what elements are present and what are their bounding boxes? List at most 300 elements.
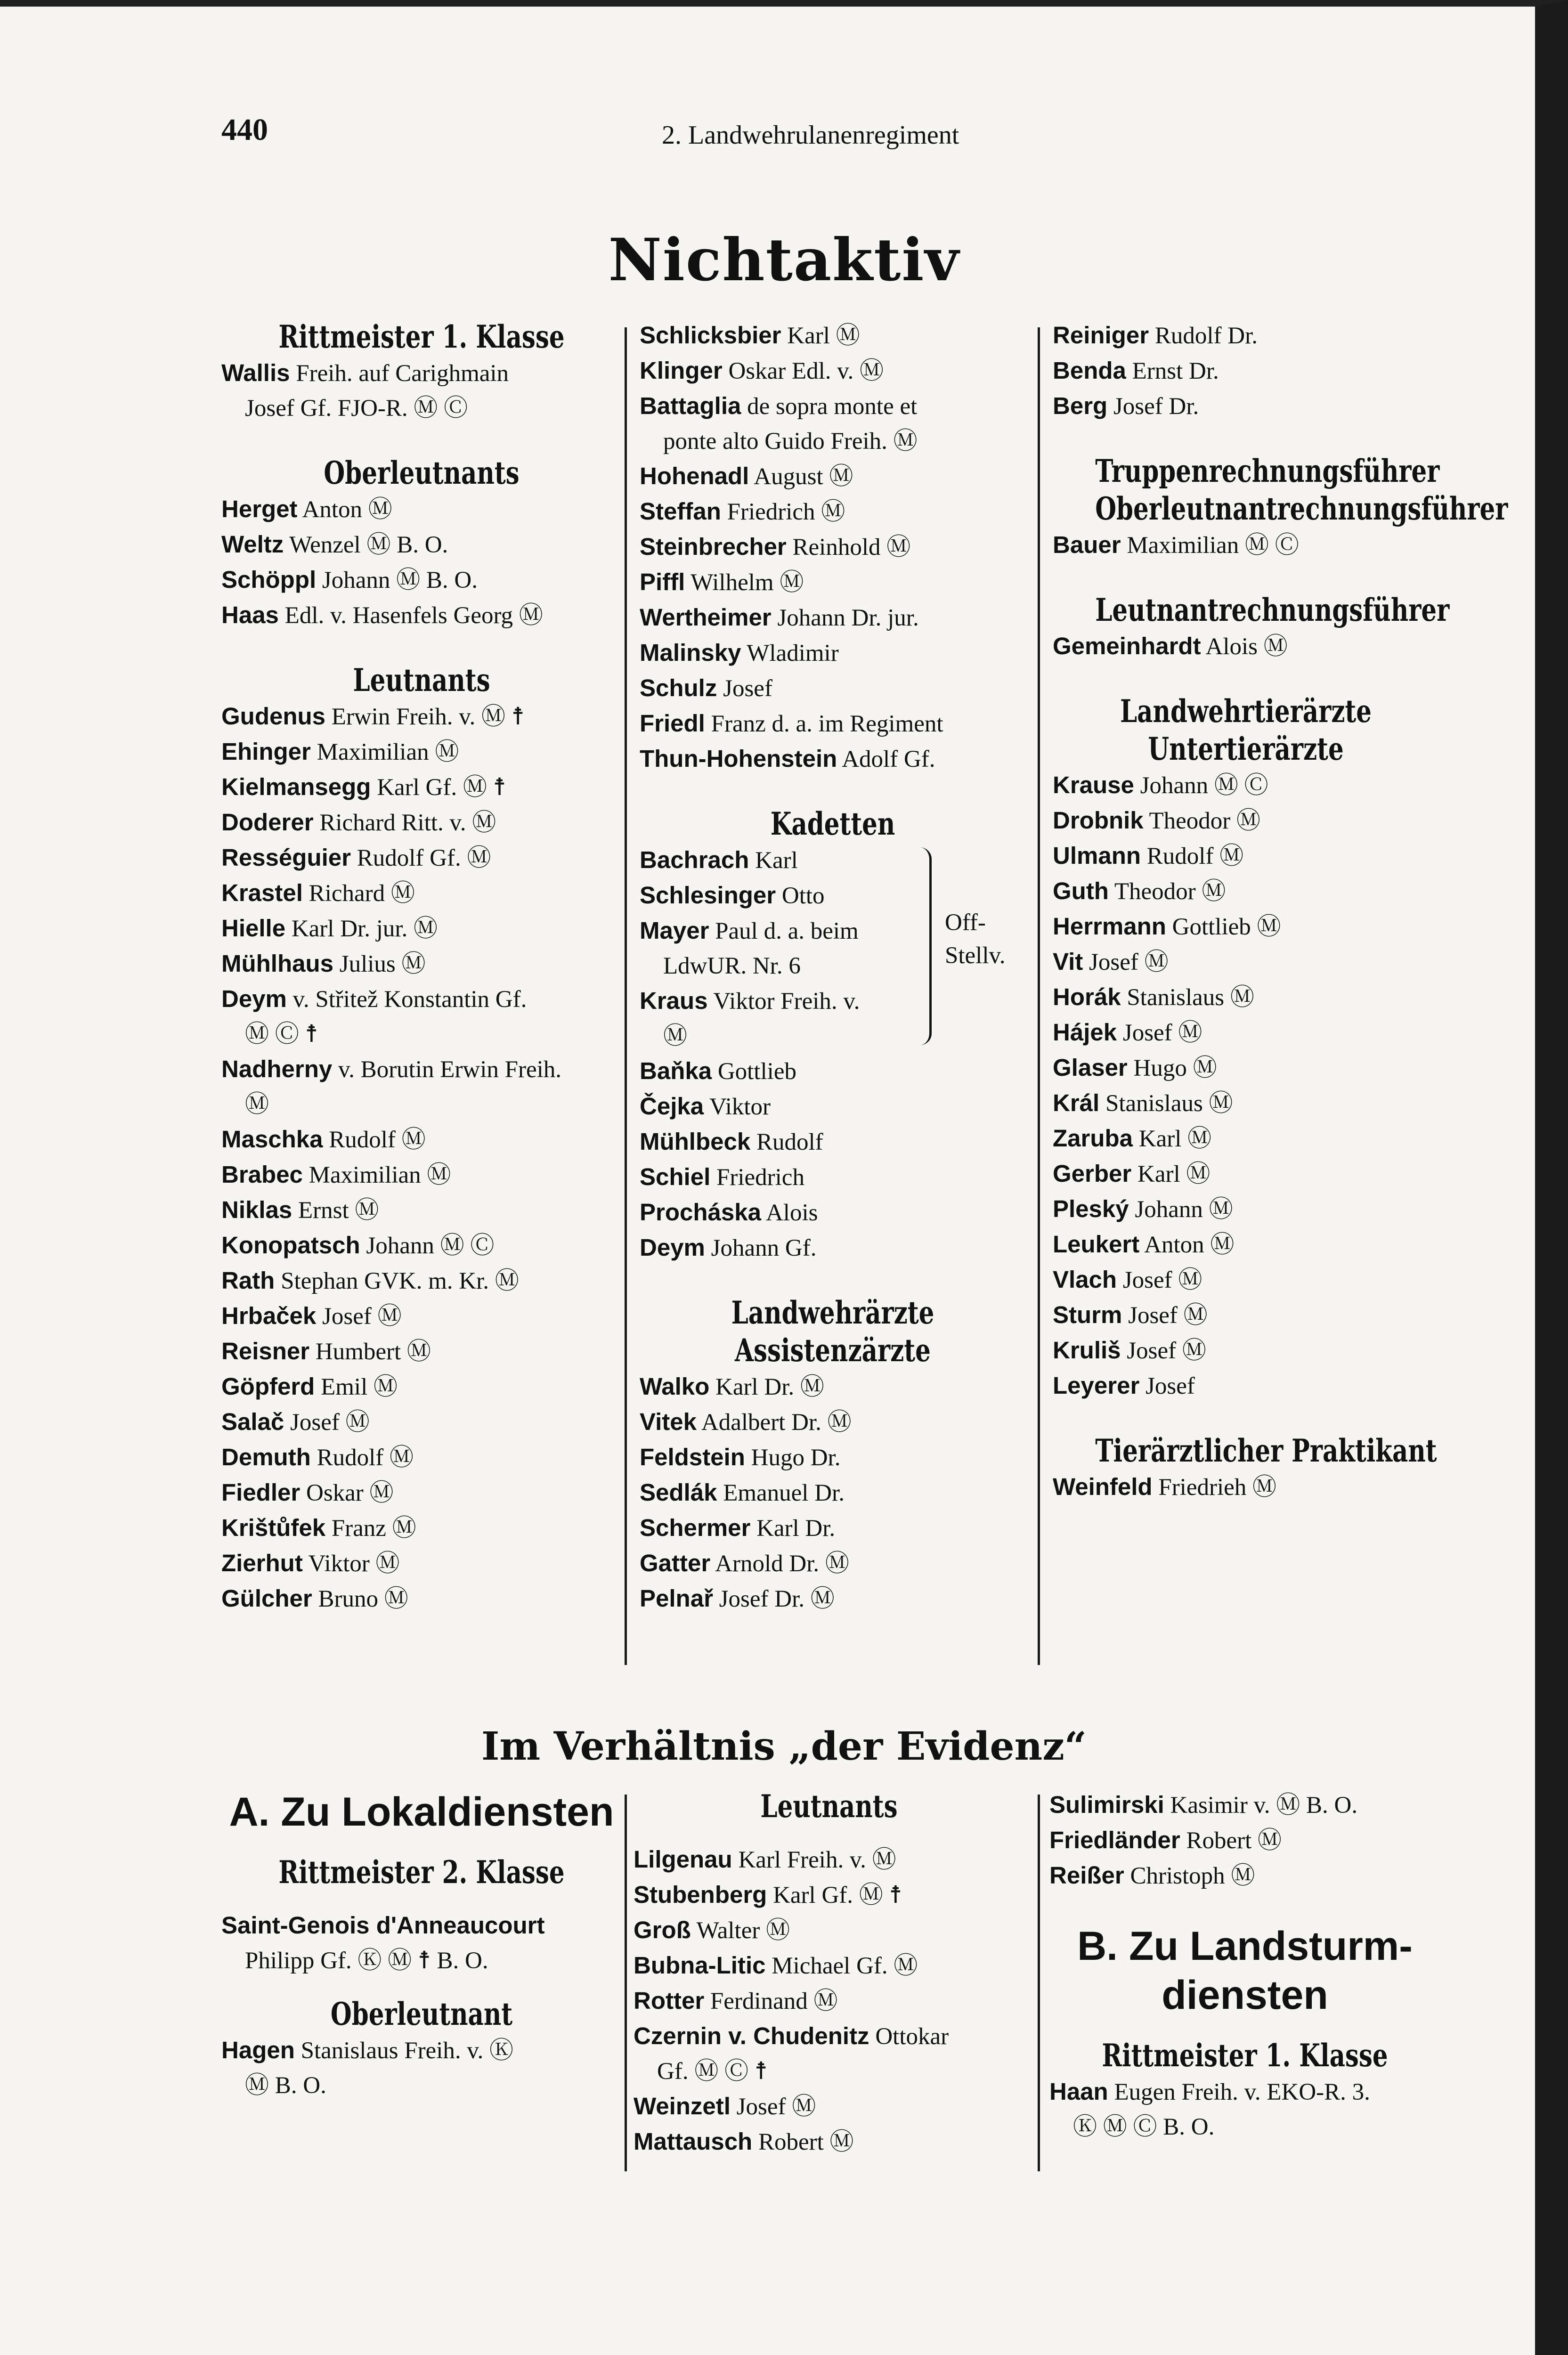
surname: Gudenus: [221, 703, 326, 730]
surname: Reißer: [1049, 1862, 1124, 1889]
spacer: [1049, 1893, 1440, 1922]
surname: Kielmansegg: [221, 773, 371, 800]
surname: Demuth: [221, 1444, 311, 1470]
entry-details: Otto: [781, 883, 825, 909]
roster-entry: [1053, 1368, 1439, 1404]
roster-entry: [640, 1581, 1026, 1616]
roster-entry: [1053, 768, 1439, 803]
column-2: [640, 318, 1026, 1616]
roster-entry: [221, 1122, 622, 1157]
roster-entry: [221, 734, 622, 770]
entry-details: Wenzel Ⓜ B. O.: [289, 532, 448, 558]
surname: Krause: [1053, 771, 1134, 798]
roster-entry: [221, 1581, 622, 1616]
entry-details: Johann Ⓜ: [1135, 1196, 1233, 1223]
roster-entry: [640, 1054, 1026, 1089]
roster-entry: [640, 1124, 1026, 1160]
roster-entry: [221, 876, 622, 911]
surname: Vitek: [640, 1408, 697, 1435]
surname: Hohenadl: [640, 463, 749, 489]
roster-entry: [221, 1334, 622, 1369]
spacer: [221, 1978, 622, 1995]
surname: Mattausch: [634, 2128, 753, 2155]
roster-entry: [640, 706, 1026, 741]
spacer: [1053, 664, 1439, 692]
surname: Sedlák: [640, 1479, 717, 1506]
surname: Reiniger: [1053, 322, 1149, 349]
surname: Weltz: [221, 531, 284, 558]
entry-details: Josef Ⓜ: [736, 2094, 816, 2120]
entry-details: Bruno Ⓜ: [318, 1586, 408, 1612]
entry-details: Rudolf Ⓜ: [1146, 843, 1244, 869]
surname: Hagen: [221, 2037, 295, 2063]
roster-entry: [221, 1157, 622, 1193]
column-1: [221, 318, 622, 1616]
surname: Saint-Genois d'Anneaucourt: [221, 1912, 545, 1939]
entry-details: Friedrich: [716, 1164, 804, 1191]
roster-entry-continuation: Philipp Gf. Ⓚ Ⓜ ☨ B. O.: [245, 1948, 488, 1974]
surname: Battaglia: [640, 392, 741, 419]
entry-details: Erwin Freih. v. Ⓜ ☨: [331, 704, 525, 730]
surname: Haas: [221, 601, 279, 628]
entry-details: Rudolf Dr.: [1154, 323, 1258, 349]
entry-details: Robert Ⓜ: [1186, 1827, 1282, 1854]
surname: Gemeinhardt: [1053, 633, 1201, 659]
roster-entry: [640, 1369, 1026, 1405]
entry-details: Wilhelm Ⓜ: [691, 569, 804, 596]
roster-entry: [221, 1299, 622, 1334]
roster-entry: [640, 318, 1026, 353]
roster-entry: [640, 389, 1026, 424]
roster-entry: [634, 1983, 1024, 2019]
surname: Krištůfek: [221, 1514, 326, 1541]
roster-entry: [221, 1440, 622, 1475]
column-rule: [625, 1795, 627, 2171]
entry-details: Gottlieb Ⓜ: [1172, 914, 1281, 940]
roster-entry-continuation: Ⓜ: [663, 1023, 688, 1049]
surname: Herrmann: [1053, 913, 1166, 940]
surname: Rotter: [634, 1987, 705, 2014]
section-heading: Rittmeister 2. Klasse: [278, 1854, 565, 1891]
roster-entry: [1053, 1333, 1439, 1368]
roster-entry: [1053, 838, 1439, 874]
roster-entry: [1053, 1262, 1439, 1298]
roster-entry: [221, 562, 622, 598]
surname: Fiedler: [221, 1479, 301, 1506]
entry-details: Christoph Ⓜ: [1130, 1863, 1255, 1889]
curly-brace-icon: [920, 847, 932, 1045]
entry-details: Julius Ⓜ: [339, 951, 426, 977]
section-heading: Assistenzärzte: [735, 1332, 931, 1369]
roster-entry: [221, 946, 622, 982]
column-rule: [625, 327, 627, 1665]
entry-details: Rudolf: [756, 1129, 823, 1155]
roster-entry: [1053, 629, 1439, 664]
entry-details: Josef Ⓜ: [290, 1409, 370, 1436]
entry-details: Rudolf Gf. Ⓜ: [357, 845, 491, 871]
surname: Schiel: [640, 1163, 711, 1190]
section-heading: Tierärztlicher Praktikant: [1095, 1432, 1437, 1469]
surname: Feldstein: [640, 1444, 745, 1470]
surname: Maschka: [221, 1126, 323, 1153]
entry-details: Humbert Ⓜ: [315, 1339, 431, 1365]
entry-details: Adalbert Dr. Ⓜ: [701, 1409, 852, 1436]
roster-entry: [640, 1475, 1026, 1510]
roster-entry: [221, 492, 622, 527]
entry-details: de sopra monte et: [747, 393, 918, 420]
kadetten-officer-deputies: [640, 843, 1026, 1054]
entry-details: Stanislaus Ⓜ: [1127, 984, 1254, 1011]
surname: Pelnař: [640, 1585, 713, 1612]
surname: Bauer: [1053, 531, 1121, 558]
roster-entry: [640, 353, 1026, 389]
roster-entry: [1053, 1015, 1439, 1050]
roster-entry-continuation: Ⓜ B. O.: [245, 2072, 326, 2099]
surname: Kraus: [640, 987, 708, 1014]
roster-entry: [640, 1195, 1026, 1230]
roster-entry: [640, 600, 1026, 635]
section-heading: Untertierärzte: [1148, 731, 1344, 767]
entry-details: Viktor Freih. v.: [713, 988, 860, 1015]
roster-entry: [640, 1546, 1026, 1581]
entry-details: Karl Dr. jur. Ⓜ: [291, 916, 438, 942]
division-heading: B. Zu Landsturm-: [1077, 1924, 1413, 1969]
entry-details: Josef Dr.: [1113, 393, 1199, 420]
roster-entry: [1053, 318, 1439, 353]
entry-details: Josef Ⓜ: [1122, 1267, 1202, 1293]
entry-details: Ferdinand Ⓜ: [710, 1988, 838, 2014]
roster-entry: [1049, 1823, 1440, 1858]
entry-details: Ernst Ⓜ: [298, 1197, 379, 1224]
surname: Schlesinger: [640, 882, 776, 909]
entry-details: Karl Dr. Ⓜ: [715, 1374, 824, 1400]
surname: Guth: [1053, 877, 1109, 904]
roster-entry: [640, 565, 1026, 600]
roster-entry: [640, 983, 1026, 1019]
surname: Schöppl: [221, 566, 317, 593]
entry-details: Rudolf Ⓜ: [329, 1127, 426, 1153]
surname: Deym: [221, 985, 287, 1012]
entry-details: Eugen Freih. v. EKO-R. 3.: [1114, 2079, 1370, 2105]
surname: Herget: [221, 495, 298, 522]
surname: Gatter: [640, 1550, 711, 1576]
entry-details: Josef Ⓜ: [1127, 1338, 1206, 1364]
roster-entry: [1053, 944, 1439, 980]
surname: Sulimirski: [1049, 1791, 1164, 1818]
roster-entry: [634, 2089, 1024, 2124]
entry-details: Karl Dr.: [756, 1515, 836, 1542]
surname: Mayer: [640, 917, 709, 944]
spacer: [640, 1266, 1026, 1294]
roster-entry-continuation: Ⓜ: [245, 1091, 269, 1118]
surname: Konopatsch: [221, 1232, 360, 1259]
surname: Bachrach: [640, 846, 749, 873]
surname: Schulz: [640, 674, 717, 701]
entry-details: Hugo Ⓜ: [1133, 1055, 1217, 1081]
entry-details: Johann Gf.: [711, 1235, 817, 1261]
surname: Lilgenau: [634, 1846, 732, 1873]
roster-entry: [1053, 1156, 1439, 1192]
surname: Deym: [640, 1234, 705, 1261]
roster-entry: [1053, 1298, 1439, 1333]
spacer: [1053, 424, 1439, 452]
roster-entry: [1053, 803, 1439, 838]
surname: Mühlbeck: [640, 1128, 751, 1155]
spacer: [640, 777, 1026, 805]
entry-details: Ernst Dr.: [1132, 358, 1219, 384]
entry-details: Karl Ⓜ: [787, 323, 860, 349]
entry-details: Josef: [723, 675, 772, 702]
entry-details: v. Střitež Konstantin Gf.: [292, 986, 527, 1013]
surname: Leyerer: [1053, 1372, 1140, 1399]
entry-details: Franz Ⓜ: [331, 1515, 416, 1542]
surname: Vlach: [1053, 1266, 1117, 1293]
entry-details: Karl Gf. Ⓜ ☨: [377, 774, 506, 801]
roster-entry: [1053, 1227, 1439, 1262]
roster-entry: [1053, 1192, 1439, 1227]
section-heading: Rittmeister 1. Klasse: [1102, 2037, 1388, 2074]
entry-details: v. Borutin Erwin Freih.: [338, 1056, 562, 1083]
surname: Weinfeld: [1053, 1473, 1153, 1500]
roster-entry: [640, 1160, 1026, 1195]
entry-details: Robert Ⓜ: [758, 2129, 854, 2155]
roster-entry: [1053, 980, 1439, 1015]
roster-entry: [634, 2019, 1024, 2054]
roster-entry: [634, 1913, 1024, 1948]
roster-entry: [640, 671, 1026, 706]
spacer: [221, 426, 622, 454]
surname: Steinbrecher: [640, 533, 787, 560]
surname: Nadherny: [221, 1056, 333, 1082]
entry-details: Viktor: [709, 1094, 771, 1120]
surname: Pleský: [1053, 1195, 1129, 1222]
spacer: [221, 633, 622, 661]
entry-details: Wladimir: [747, 640, 839, 666]
division-heading: A. Zu Lokaldiensten: [229, 1789, 614, 1835]
section-heading: Oberleutnants: [324, 455, 520, 491]
surname: Glaser: [1053, 1054, 1128, 1081]
surname: Rességuier: [221, 844, 351, 871]
roster-entry: [1053, 389, 1439, 424]
surname: Baňka: [640, 1057, 712, 1084]
entry-details: Karl Freih. v. Ⓜ: [738, 1847, 896, 1873]
entry-details: Johann Ⓜ Ⓒ: [1140, 772, 1268, 799]
running-head: 2. Landwehrulanenregiment: [662, 121, 959, 150]
surname: Sturm: [1053, 1301, 1122, 1328]
surname: Steffan: [640, 498, 721, 525]
section-heading: Leutnants: [760, 1788, 898, 1825]
surname: Zierhut: [221, 1550, 303, 1576]
roster-entry: [221, 699, 622, 734]
entry-details: Stanislaus Freih. v. Ⓚ: [301, 2038, 514, 2064]
surname: Klinger: [640, 357, 723, 384]
roster-entry: [634, 1842, 1024, 1877]
entry-details: Stanislaus Ⓜ: [1105, 1090, 1233, 1117]
brace-label: [945, 906, 1005, 972]
section-heading: Landwehrärzte: [731, 1294, 934, 1331]
column-3: [1053, 318, 1508, 1505]
column-5: [634, 1787, 1024, 2160]
entry-details: Josef Dr. Ⓜ: [719, 1586, 835, 1612]
roster-entry: [634, 1877, 1024, 1913]
surname: Hájek: [1053, 1019, 1117, 1046]
entry-details: Emil Ⓜ: [321, 1374, 398, 1400]
section-heading: Oberleutnantrechnungsführer: [1095, 490, 1508, 527]
roster-entry: [221, 1193, 622, 1228]
entry-details: Karl Ⓜ: [1138, 1126, 1212, 1152]
roster-entry: [221, 982, 622, 1017]
entry-details: Oskar Edl. v. Ⓜ: [728, 358, 884, 384]
entry-details: Anton Ⓜ: [302, 496, 392, 523]
surname: Drobnik: [1053, 807, 1144, 834]
surname: Groß: [634, 1916, 691, 1943]
roster-entry: [221, 1510, 622, 1546]
roster-entry: [221, 1546, 622, 1581]
section-heading: Truppenrechnungsführer: [1095, 453, 1440, 489]
column-rule: [1038, 1795, 1040, 2171]
spacer: [634, 1825, 1024, 1842]
entry-details: Kasimir v. Ⓜ B. O.: [1170, 1792, 1358, 1819]
surname: Benda: [1053, 357, 1126, 384]
entry-details: Ottokar: [875, 2023, 949, 2050]
surname: Zaruba: [1053, 1125, 1133, 1152]
entry-details: Arnold Dr. Ⓜ: [715, 1551, 849, 1577]
entry-details: Friedrich Ⓜ: [727, 499, 845, 525]
roster-entry: [640, 459, 1026, 494]
entry-details: Edl. v. Hasenfels Georg Ⓜ: [284, 602, 543, 629]
entry-details: Maximilian Ⓜ: [309, 1162, 451, 1188]
surname: Ehinger: [221, 738, 311, 765]
roster-entry: [640, 1405, 1026, 1440]
roster-entry: [1049, 2074, 1440, 2110]
roster-entry: [221, 805, 622, 840]
surname: Niklas: [221, 1196, 292, 1223]
surname: Piffl: [640, 568, 685, 595]
roster-entry: [221, 356, 622, 391]
surname: Bubna-Litic: [634, 1952, 766, 1979]
spacer: [221, 1891, 622, 1908]
roster-entry: [640, 741, 1026, 777]
surname: Weinzetl: [634, 2093, 731, 2120]
entry-details: Emanuel Dr.: [723, 1480, 845, 1506]
surname: Ulmann: [1053, 842, 1141, 869]
brace-label-line: Off-: [945, 910, 986, 936]
surname: Schermer: [640, 1514, 751, 1541]
surname: Haan: [1049, 2078, 1108, 2105]
roster-entry: [634, 2124, 1024, 2160]
roster-entry-continuation: Josef Gf. FJO-R. Ⓜ Ⓒ: [245, 395, 468, 422]
roster-entry: [640, 635, 1026, 671]
roster-entry: [1053, 1086, 1439, 1121]
entry-details: Josef Ⓜ: [1122, 1020, 1202, 1046]
entry-details: Walter Ⓜ: [696, 1917, 790, 1944]
division-heading: diensten: [1162, 1973, 1328, 2018]
surname: Walko: [640, 1373, 710, 1400]
roster-entry: [1053, 353, 1439, 389]
surname: Brabec: [221, 1161, 303, 1188]
section-heading: Leutnantrechnungsführer: [1095, 592, 1450, 628]
entry-details: Richard Ⓜ: [309, 880, 415, 907]
roster-entry: [1049, 1787, 1440, 1823]
surname: Gülcher: [221, 1585, 312, 1612]
surname: Rath: [221, 1267, 275, 1294]
roster-entry: [221, 1405, 622, 1440]
entry-details: Johann Ⓜ B. O.: [322, 567, 478, 593]
roster-entry: [1049, 1858, 1440, 1893]
entry-details: Friedrieh Ⓜ: [1158, 1474, 1277, 1501]
entry-details: August Ⓜ: [754, 463, 853, 490]
section-heading: Leutnants: [353, 662, 490, 698]
surname: Stubenberg: [634, 1881, 767, 1908]
surname: Czernin v. Chudenitz: [634, 2022, 869, 2049]
evidence-heading: Im Verhältnis „der Evidenz“: [481, 1724, 1087, 1769]
entry-details: Josef: [1146, 1373, 1195, 1399]
roster-entry: [221, 1908, 622, 1943]
roster-entry: [1053, 1470, 1439, 1505]
column-rule: [1038, 327, 1040, 1665]
surname: Berg: [1053, 392, 1108, 419]
section-heading: Landwehrtierärzte: [1120, 693, 1372, 730]
roster-entry: [221, 1228, 622, 1263]
roster-entry: [1053, 909, 1439, 944]
roster-entry: [640, 1510, 1026, 1546]
surname: Mühlhaus: [221, 950, 333, 977]
entry-details: Johann Ⓜ Ⓒ: [366, 1233, 495, 1259]
column-2-top: [640, 318, 1026, 843]
surname: Procháska: [640, 1199, 761, 1226]
surname: Hrbaček: [221, 1302, 317, 1329]
surname: Horák: [1053, 983, 1121, 1010]
entry-details: Anton Ⓜ: [1144, 1232, 1235, 1258]
surname: Wertheimer: [640, 604, 772, 631]
roster-entry-continuation: Ⓚ Ⓜ Ⓒ B. O.: [1073, 2114, 1215, 2140]
surname: Kruliš: [1053, 1337, 1121, 1364]
entry-details: Adolf Gf.: [842, 746, 935, 772]
roster-entry: [640, 1089, 1026, 1124]
entry-details: Josef Ⓜ: [1089, 949, 1169, 975]
roster-entry: [221, 770, 622, 805]
surname: Malinsky: [640, 639, 741, 666]
entry-details: Alois: [765, 1200, 818, 1226]
roster-entry-continuation: LdwUR. Nr. 6: [663, 953, 801, 979]
roster-entry: [640, 843, 1026, 878]
roster-entry: [634, 1948, 1024, 1983]
roster-entry: [221, 1263, 622, 1299]
surname: Salač: [221, 1408, 284, 1435]
roster-entry-continuation: Gf. Ⓜ Ⓒ ☨: [657, 2058, 768, 2085]
entry-details: Freih. auf Carighmain: [296, 360, 509, 387]
entry-details: Josef Ⓜ: [322, 1303, 402, 1330]
surname: Göpferd: [221, 1373, 315, 1400]
entry-details: Theodor Ⓜ: [1149, 808, 1261, 834]
surname: Friedländer: [1049, 1827, 1180, 1853]
page-number: 440: [221, 113, 268, 147]
roster-entry: [221, 1475, 622, 1510]
page-title: Nichtaktiv: [608, 226, 960, 294]
entry-details: Paul d. a. beim: [715, 918, 859, 944]
roster-entry: [221, 527, 622, 562]
entry-details: Karl Gf. Ⓜ ☨: [773, 1882, 902, 1908]
section-heading: Oberleutnant: [330, 1996, 513, 2032]
roster-entry: [1053, 874, 1439, 909]
surname: Vit: [1053, 948, 1083, 975]
entry-details: Josef Ⓜ: [1128, 1302, 1208, 1329]
roster-entry-continuation: ponte alto Guido Freih. Ⓜ: [663, 428, 918, 455]
roster-entry: [1053, 528, 1439, 563]
entry-details: Karl Ⓜ: [1137, 1161, 1211, 1187]
surname: Schlicksbier: [640, 322, 781, 349]
entry-details: Maximilian Ⓜ Ⓒ: [1127, 532, 1299, 559]
